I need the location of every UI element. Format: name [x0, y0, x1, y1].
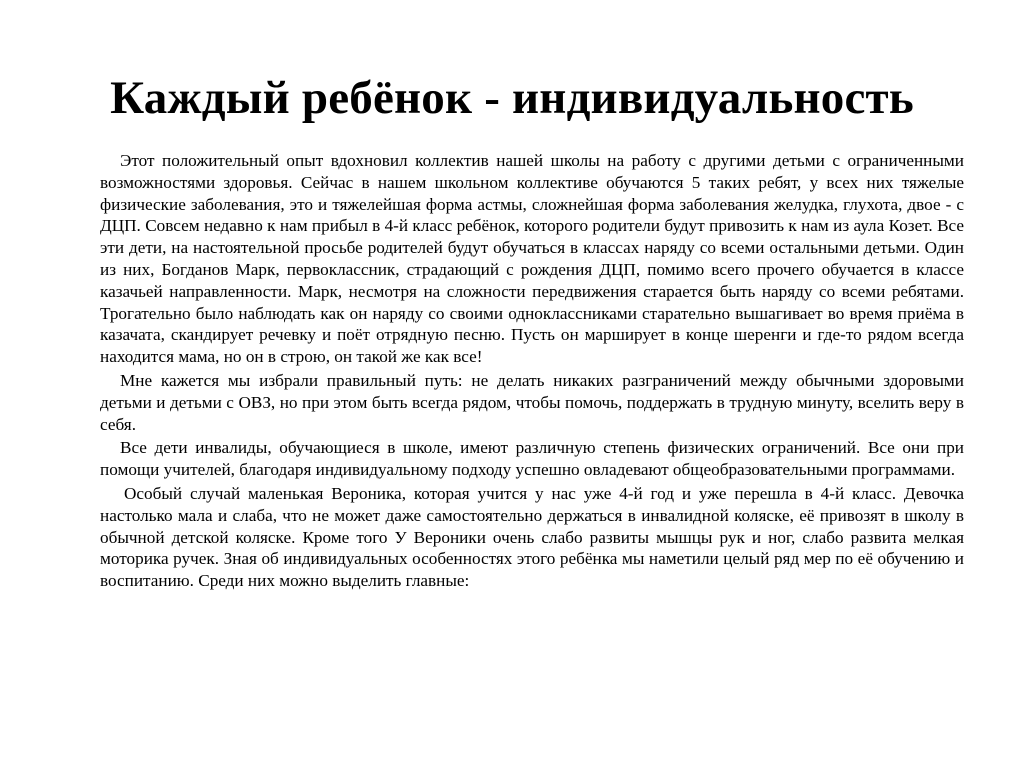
paragraph-disabled-children: Все дети инвалиды, обучающиеся в школе, имеют различную степень физических ограничений. Все они при помощи учителей, благодаря индивидуальному подходу успешно овладевают общеобразовательными программами. — [100, 438, 964, 480]
paragraph-right-path: Мне кажется мы избрали правильный путь: не делать никаких разграничений между обычными здоровыми детьми и детьми с ОВЗ, но при этом быть всегда рядом, чтобы помочь, поддержать в трудную минуту, вселить веру в себя. — [100, 370, 964, 434]
slide-title: Каждый ребёнок - индивидуальность — [110, 72, 914, 124]
slide-body — [100, 150, 964, 594]
paragraph-experience: Этот положительный опыт вдохновил коллектив нашей школы на работу с другими детьми с ограниченными возможностями здоровья. Сейчас в нашем школьном коллективе обучаются 5 таких ребят, у всех них тяжелые физические заболевания, это и тяжелейшая форма астмы, сложнейшая форма заболевания желудка, глухота, двое - с ДЦП. Совсем недавно к нам прибыл в 4-й класс ребёнок, которого родители будут привозить к нам из аула Козет. Все эти дети, на настоятельной просьбе родителей будут обучаться в классах наряду со всеми остальными детьми. Один из них, Богданов Марк, первоклассник, страдающий с рождения ДЦП, помимо всего прочего обучается в классе казачьей направленности. Марк, несмотря на сложности передвижения старается быть наряду со всеми ребятами. Трогательно было наблюдать как он наряду со своими одноклассниками старательно вышагивает во время приёма в казачата, скандирует речевку и поёт отрядную песню. Пусть он марширует в конце шеренги и где-то рядом всегда находится мама, но он в строю, он такой же как все! — [100, 151, 964, 367]
paragraph-veronika: Особый случай маленькая Вероника, которая учится у нас уже 4-й год и уже перешла в 4-й класс. Девочка настолько мала и слаба, что не может даже самостоятельно держаться в инвалидной коляске, её привозят в школу в обычной детской коляске. Кроме того У Вероники очень слабо развиты мышцы рук и ног, слабо развита мелкая моторика ручек. Зная об индивидуальных особенностях этого ребёнка мы наметили целый ряд мер по её обучению и воспитанию. Среди них можно выделить главные: — [100, 483, 964, 591]
